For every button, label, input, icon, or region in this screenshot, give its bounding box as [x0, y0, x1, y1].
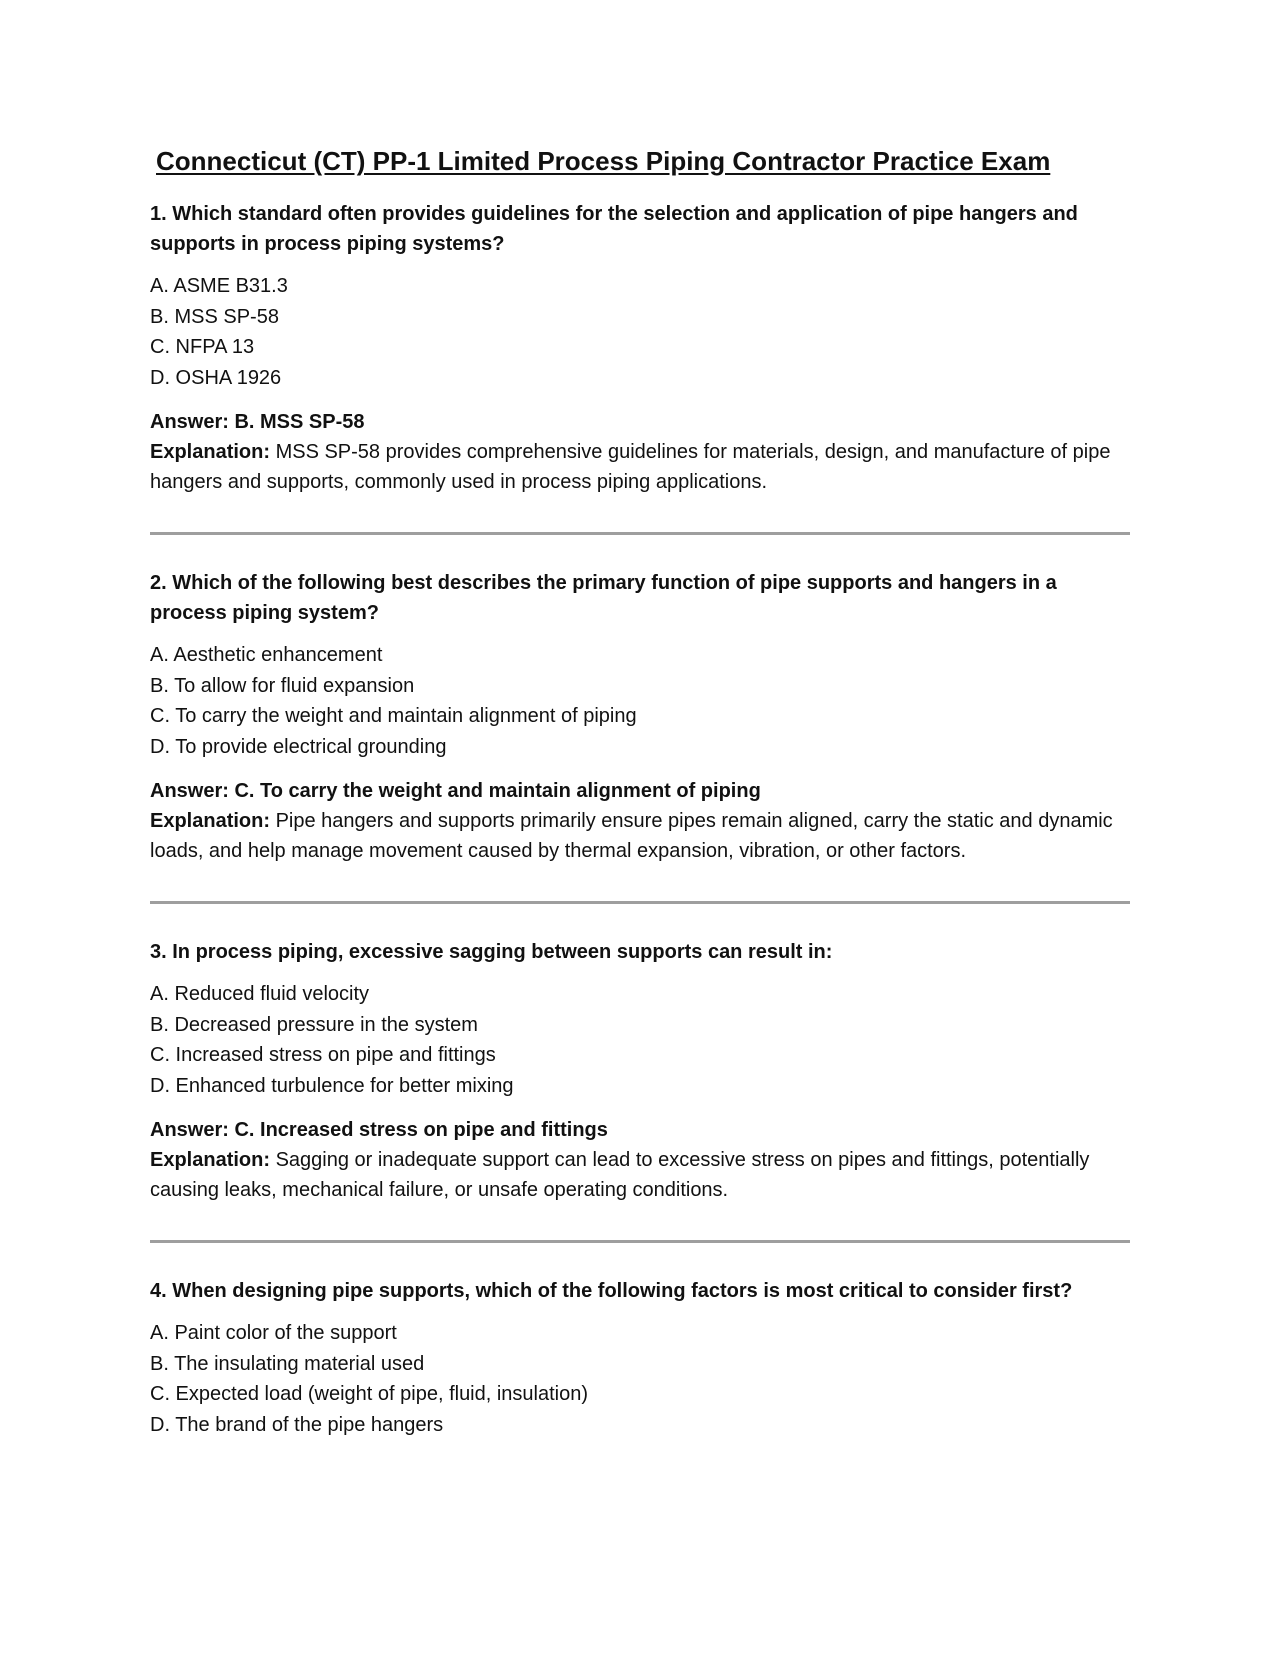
explanation: [150, 806, 1130, 866]
document-page: [150, 146, 1130, 1454]
answer-text: Answer: C. Increased stress on pipe and fittings: [150, 1119, 608, 1141]
section-divider: [150, 532, 1130, 535]
option-list: [150, 979, 1130, 1101]
option-a: A. Paint color of the support: [150, 1322, 397, 1344]
option-c: C. To carry the weight and maintain alignment of piping: [150, 705, 637, 727]
explanation-text: Sagging or inadequate support can lead to excessive stress on pipes and fittings, potentially causing leaks, mechanical failure, or unsafe operating conditions.: [150, 1149, 1090, 1201]
option-c: C. Expected load (weight of pipe, fluid, insulation): [150, 1383, 589, 1405]
question-text: 1. Which standard often provides guidelines for the selection and application of pipe hangers and supports in process piping systems?: [150, 203, 1078, 255]
question-block-1: [150, 199, 1130, 497]
answer-text: Answer: B. MSS SP-58: [150, 411, 365, 433]
explanation: [150, 1145, 1130, 1205]
option-d: D. The brand of the pipe hangers: [150, 1413, 444, 1436]
question-text: 3. In process piping, excessive sagging between supports can result in:: [150, 941, 833, 963]
option-list: [150, 271, 1130, 393]
option-b: B. Decreased pressure in the system: [150, 1013, 478, 1036]
option-list: [150, 1318, 1130, 1440]
option-d: D. To provide electrical grounding: [150, 735, 447, 758]
explanation-label: Explanation:: [150, 441, 271, 463]
option-b: B. MSS SP-58: [150, 305, 279, 328]
question-text: 2. Which of the following best describes the primary function of pipe supports and hangers in a process piping system?: [150, 572, 1057, 624]
option-c: C. Increased stress on pipe and fittings: [150, 1044, 496, 1066]
question-text: 4. When designing pipe supports, which of the following factors is most critical to consider first?: [150, 1280, 1073, 1302]
option-b: B. The insulating material used: [150, 1352, 425, 1375]
question-block-4: [150, 1276, 1130, 1440]
option-a: A. Reduced fluid velocity: [150, 983, 370, 1005]
question-block-3: [150, 937, 1130, 1205]
explanation: [150, 437, 1130, 497]
option-c: C. NFPA 13: [150, 336, 255, 358]
option-a: A. ASME B31.3: [150, 275, 288, 297]
option-a: A. Aesthetic enhancement: [150, 644, 383, 666]
section-divider: [150, 1240, 1130, 1243]
option-list: [150, 640, 1130, 762]
explanation-label: Explanation:: [150, 810, 271, 832]
option-d: D. OSHA 1926: [150, 366, 282, 389]
page-title: Connecticut (CT) PP-1 Limited Process Piping Contractor Practice Exam: [156, 146, 1051, 176]
section-divider: [150, 901, 1130, 904]
option-b: B. To allow for fluid expansion: [150, 674, 415, 697]
answer-text: Answer: C. To carry the weight and maintain alignment of piping: [150, 780, 761, 802]
question-block-2: [150, 568, 1130, 866]
option-d: D. Enhanced turbulence for better mixing: [150, 1074, 514, 1097]
explanation-text: MSS SP-58 provides comprehensive guidelines for materials, design, and manufacture of pipe hangers and supports, commonly used in process piping applications.: [150, 441, 1111, 493]
explanation-text: Pipe hangers and supports primarily ensure pipes remain aligned, carry the static and dynamic loads, and help manage movement caused by thermal expansion, vibration, or other factors.: [150, 810, 1113, 862]
explanation-label: Explanation:: [150, 1149, 271, 1171]
